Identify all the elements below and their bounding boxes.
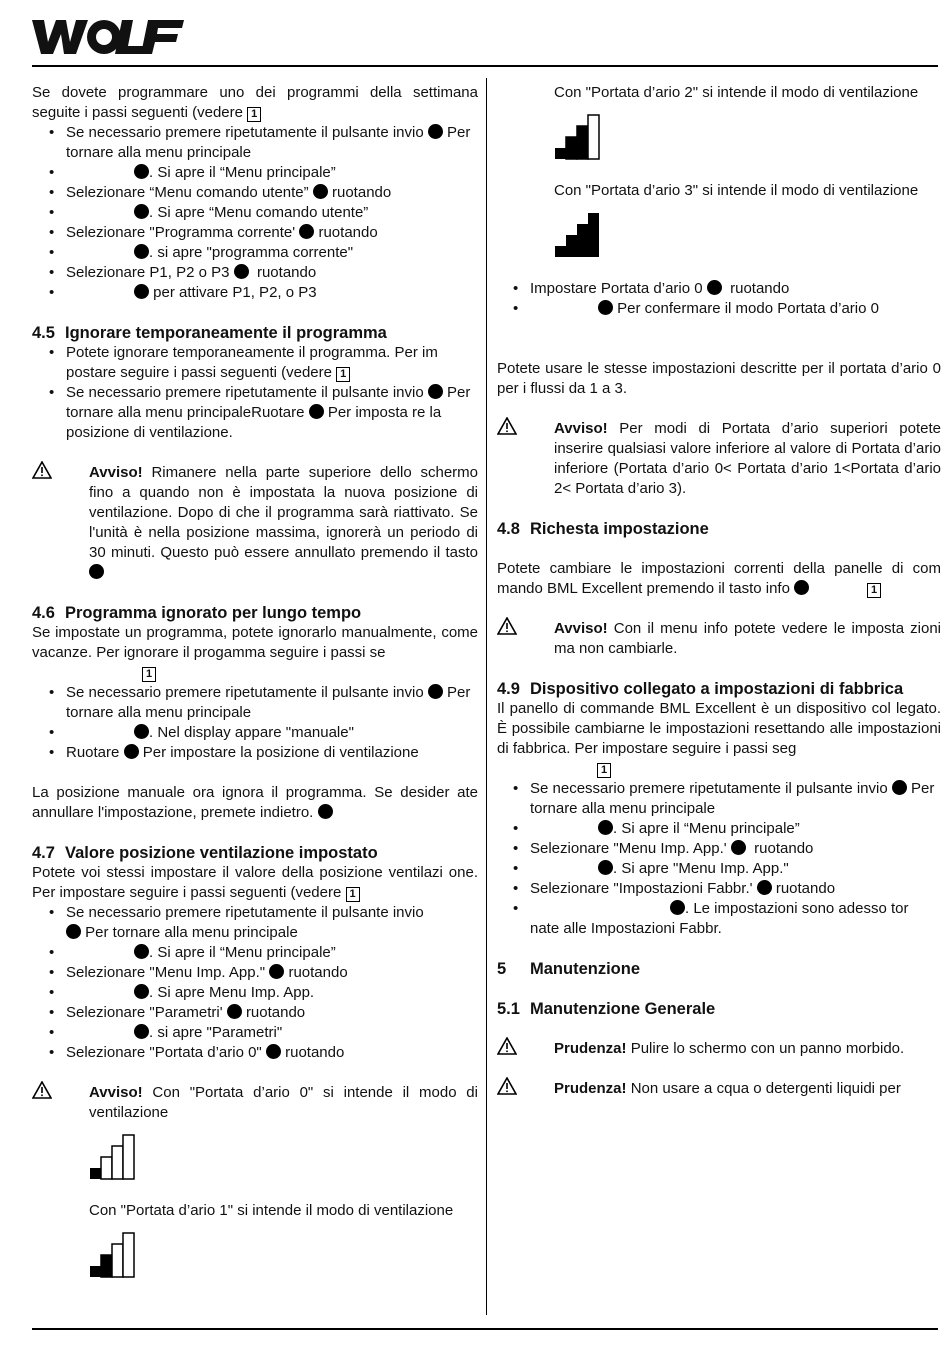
list-item: • . Si apre "Menu Imp. App." — [497, 859, 941, 879]
right-column — [497, 83, 941, 1099]
knob-icon — [707, 280, 722, 295]
warning-note: Avviso! Con "Portata d’ario 0" si intende il modo di ventilazione Con "Portata d’ario 1" si intende il modo di ventilazione — [32, 1083, 478, 1279]
list-item: • . Si apre il “Menu principale” — [497, 819, 941, 839]
manual-mode-text: La posizione manuale ora ignora il programma. Se desider ate annullare l'impostazione, premete indietro. — [32, 784, 478, 821]
airflow-3-text: Con "Portata d’ario 3" si intende il modo di ventilazione — [554, 182, 919, 199]
warning-icon — [32, 461, 52, 479]
list-item: • Se necessario premere ripetutamente il pulsante invio Per tornare alla menu principale — [497, 779, 941, 819]
same-settings-text: Potete usare le stesse impostazioni descritte per il portata d’ario 0 per i flussi da 1 a 3. — [497, 360, 941, 397]
enter-button-icon — [134, 284, 149, 299]
enter-button-icon — [428, 684, 443, 699]
caution-note: Prudenza! Pulire lo schermo con un panno morbido. — [497, 1039, 941, 1059]
knob-icon — [234, 264, 249, 279]
enter-button-icon — [598, 860, 613, 875]
figure-ref-icon: 1 — [142, 667, 156, 682]
intro-text: Se dovete programmare uno dei programmi della settimana seguite i passi seguenti (vedere 1 — [32, 84, 478, 121]
section-intro: Se impostate un programma, potete ignorarlo manualmente, come vacanze. Per ignorare il progamma seguire i passi se 1 — [32, 624, 478, 680]
list-item: • Per confermare il modo Portata d’ario 0 — [497, 299, 941, 319]
list-item: • Potete ignorare temporaneamente il programma. Per im postare seguire i passi seguenti (vedere 1 — [32, 343, 478, 383]
left-column — [32, 83, 478, 1289]
list-item: • . Nel display appare "manuale" — [32, 723, 478, 743]
list-item: • Se necessario premere ripetutamente il pulsante invio Per tornare alla menu principaleRuotare Per imposta re la posizione di ventilazione. — [32, 383, 478, 443]
list-item: • . Si apre “Menu comando utente” — [32, 203, 478, 223]
knob-icon — [757, 880, 772, 895]
section-heading-5-1: 5.1 Manutenzione Generale — [497, 1000, 716, 1018]
info-settings-text: Potete cambiare le impostazioni correnti della panelle di com mando BML Excellent premendo il tasto info 1 — [497, 560, 941, 597]
list-item: • . si apre "programma corrente" — [32, 243, 478, 263]
back-button-icon — [318, 804, 333, 819]
enter-button-icon — [134, 724, 149, 739]
knob-icon — [313, 184, 328, 199]
airflow-level-3-icon — [554, 211, 602, 259]
enter-button-icon — [134, 944, 149, 959]
list-item: • Se necessario premere ripetutamente il pulsante invio Per tornare alla menu principale — [32, 123, 478, 163]
warning-note: Avviso! Con il menu info potete vedere le imposta zioni ma non cambiarle. — [497, 619, 941, 659]
knob-icon — [227, 1004, 242, 1019]
knob-icon — [269, 964, 284, 979]
warning-icon — [32, 1081, 52, 1099]
week-program-steps — [32, 123, 478, 303]
list-item: • . Si apre Menu Imp. App. — [32, 983, 478, 1003]
enter-button-icon — [428, 124, 443, 139]
figure-ref-icon: 1 — [346, 887, 360, 902]
list-item: • . si apre "Parametri" — [32, 1023, 478, 1043]
list-item: • . Le impostazioni sono adesso tor nate alle Impostazioni Fabbr. — [497, 899, 941, 939]
section-heading-5: 5 Manutenzione — [497, 960, 640, 978]
list-item: • Ruotare Per impostare la posizione di ventilazione — [32, 743, 478, 763]
section-heading-4-6: 4.6 Programma ignorato per lungo tempo — [32, 604, 362, 622]
knob-icon — [266, 1044, 281, 1059]
back-button-icon — [89, 564, 104, 579]
list-item: • Selezionare P1, P2 o P3 ruotando — [32, 263, 478, 283]
footer-rule — [32, 1328, 938, 1330]
info-button-icon — [794, 580, 809, 595]
warning-icon — [497, 1077, 517, 1095]
warning-note: Avviso! Per modi di Portata d’ario superiori potete inserire qualsiasi valore inferiore al valore di Portata d’ario inferiore (Portata d’ario 0< Portata d’ario 1<Portata d’ario 2< Portata d’ario 3). — [497, 419, 941, 499]
airflow-2-block — [497, 83, 941, 259]
airflow-2-text: Con "Portata d’ario 2" si intende il modo di ventilazione — [554, 84, 919, 101]
list-item: • Selezionare "Menu Imp. App.' ruotando — [497, 839, 941, 859]
warning-note: Avviso! Rimanere nella parte superiore dello schermo fino a quando non è impostata la nuova posizione di ventilazione. Dopo di che il programma sarà riattivato. Se l'unità è nella posizione massima, ignorerà un periodo di 30 minuti. Questo può essere annullato premendo il tasto — [32, 463, 478, 583]
warning-icon — [497, 617, 517, 635]
list-item: • Se necessario premere ripetutamente il pulsante invio Per tornare alla menu principale — [32, 683, 478, 723]
knob-icon — [731, 840, 746, 855]
enter-button-icon — [670, 900, 685, 915]
list-item: • Selezionare "Parametri' ruotando — [32, 1003, 478, 1023]
enter-button-icon — [134, 244, 149, 259]
section-heading-4-5: 4.5 Ignorare temporaneamente il programma — [32, 324, 387, 342]
enter-button-icon — [428, 384, 443, 399]
figure-ref-icon: 1 — [867, 583, 881, 598]
enter-button-icon — [134, 984, 149, 999]
enter-button-icon — [134, 1024, 149, 1039]
header-rule — [32, 65, 938, 67]
caution-note: Prudenza! Non usare a cqua o detergenti liquidi per — [497, 1079, 941, 1099]
list-item: • Se necessario premere ripetutamente il pulsante invio Per tornare alla menu principale — [32, 903, 478, 943]
warning-icon — [497, 1037, 517, 1055]
list-item: • Impostare Portata d’ario 0 ruotando — [497, 279, 941, 299]
airflow-level-2-icon — [554, 113, 602, 161]
enter-button-icon — [598, 300, 613, 315]
list-item: • Selezionare "Portata d’ario 0" ruotando — [32, 1043, 478, 1063]
knob-icon — [299, 224, 314, 239]
section-intro: Potete voi stessi impostare il valore della posizione ventilazi one. Per impostare seguire i passi seguenti (vedere 1 — [32, 864, 478, 901]
section-heading-4-9: 4.9 Dispositivo collegato a impostazioni di fabbrica — [497, 680, 904, 698]
section-heading-4-8: 4.8 Richesta impostazione — [497, 520, 709, 538]
figure-ref-icon: 1 — [597, 763, 611, 778]
list-item: • . Si apre il “Menu principale” — [32, 943, 478, 963]
knob-icon — [309, 404, 324, 419]
list-item: • Selezionare "Impostazioni Fabbr.' ruotando — [497, 879, 941, 899]
enter-button-icon — [134, 204, 149, 219]
list-item: • per attivare P1, P2, o P3 — [32, 283, 478, 303]
list-item: • Selezionare "Programma corrente' ruotando — [32, 223, 478, 243]
airflow-level-0-icon — [89, 1133, 137, 1181]
figure-ref-icon: 1 — [247, 107, 261, 122]
section-heading-4-7: 4.7 Valore posizione ventilazione impostato — [32, 844, 378, 862]
list-item: • Selezionare "Menu Imp. App." ruotando — [32, 963, 478, 983]
enter-button-icon — [134, 164, 149, 179]
airflow-1-text: Con "Portata d’ario 1" si intende il modo di ventilazione — [89, 1202, 454, 1219]
list-item: • Selezionare “Menu comando utente” ruotando — [32, 183, 478, 203]
enter-button-icon — [66, 924, 81, 939]
list-item: • . Si apre il “Menu principale” — [32, 163, 478, 183]
enter-button-icon — [598, 820, 613, 835]
wolf-logo — [32, 18, 187, 56]
knob-icon — [124, 744, 139, 759]
figure-ref-icon: 1 — [336, 367, 350, 382]
warning-icon — [497, 417, 517, 435]
airflow-level-1-icon — [89, 1231, 137, 1279]
column-divider — [486, 78, 487, 1315]
section-intro: Il panello di commande BML Excellent è un dispositivo col legato. È possibile cambiarne le impostazioni resettando alle impostazioni di fabbrica. Per impostare seguire i passi seg 1 — [497, 700, 941, 776]
enter-button-icon — [892, 780, 907, 795]
